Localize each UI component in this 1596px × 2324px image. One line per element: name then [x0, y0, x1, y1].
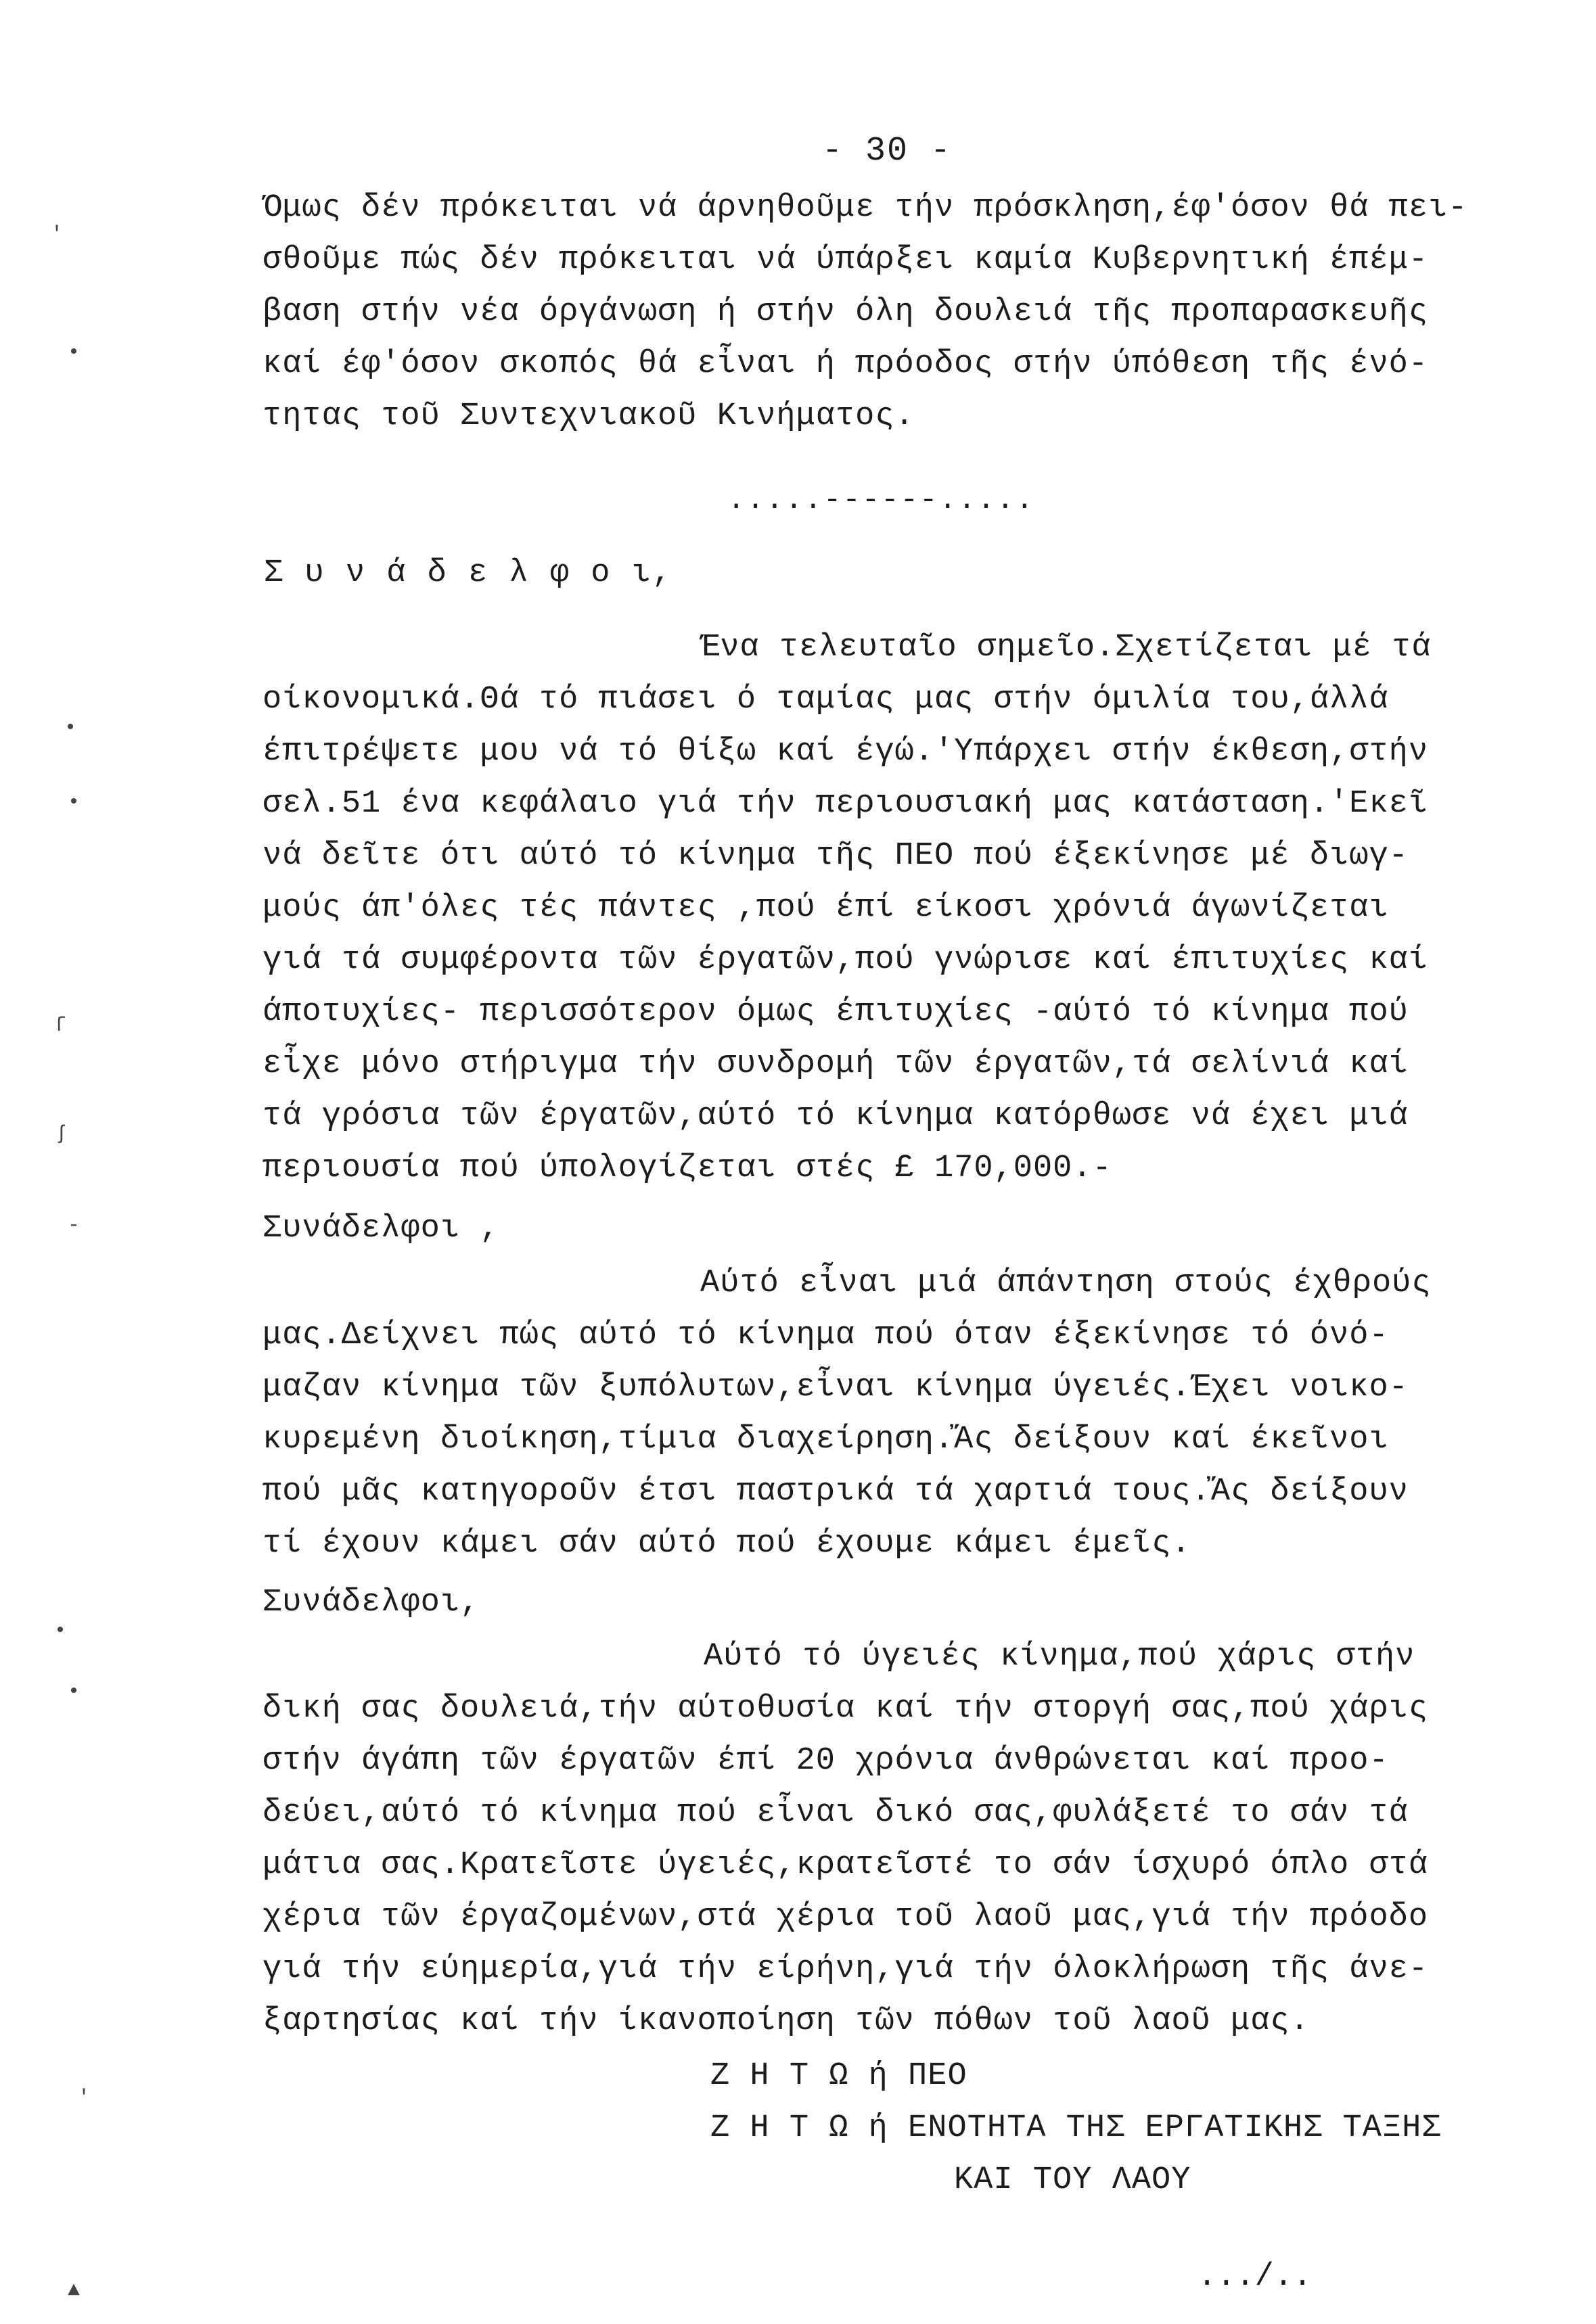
- margin-mark: •: [64, 717, 77, 740]
- paragraph-3-line: Αύτό εἶναι μιά άπάντηση στούς έχθρούς: [700, 1265, 1432, 1301]
- paragraph-2-line: μούς άπ'όλες τές πάντες ,πού έπί είκοσι χρόνιά άγωνίζεται: [263, 890, 1389, 926]
- paragraph-1-line: σθοῦμε πώς δέν πρόκειται νά ύπάρξει καμία Κυβερνητική έπέμ-: [263, 242, 1429, 278]
- margin-mark: •: [54, 1620, 67, 1643]
- margin-mark: ': [51, 223, 64, 246]
- slogan-line: ΚΑΙ ΤΟΥ ΛΑΟΥ: [954, 2162, 1191, 2198]
- margin-mark: ': [78, 2087, 91, 2110]
- section-separator: .....------.....: [727, 484, 1035, 517]
- continuation-marker: .../..: [1198, 2259, 1313, 2295]
- margin-mark: •: [68, 1681, 81, 1704]
- margin-mark: •: [68, 791, 81, 814]
- paragraph-2-line: τά γρόσια τῶν έργατῶν,αύτό τό κίνημα κατόρθωσε νά έχει μιά: [263, 1098, 1409, 1134]
- paragraph-2-line: περιουσία πού ύπολογίζεται στές £ 170,000.-: [263, 1151, 1112, 1186]
- salutation: Συνάδελφοι,: [263, 1585, 480, 1621]
- paragraph-1-line: Όμως δέν πρόκειται νά άρνηθοῦμε τήν πρόσκληση,έφ'όσον θά πει-: [263, 190, 1468, 226]
- paragraph-3-line: μας.Δείχνει πώς αύτό τό κίνημα πού όταν έξεκίνησε τό όνό-: [263, 1318, 1389, 1353]
- paragraph-3-line: τί έχουν κάμει σάν αύτό πού έχουμε κάμει έμεῖς.: [263, 1526, 1191, 1562]
- salutation: Συνάδελφοι ,: [263, 1211, 500, 1247]
- paragraph-2-line: Ένα τελευταῖο σημεῖο.Σχετίζεται μέ τά: [700, 630, 1432, 666]
- paragraph-2-line: οίκονομικά.Θά τό πιάσει ό ταμίας μας στήν όμιλία του,άλλά: [263, 682, 1389, 718]
- margin-mark: ʃ: [55, 1123, 68, 1146]
- paragraph-4-line: δική σας δουλειά,τήν αύτοθυσία καί τήν στοργή σας,πού χάρις: [263, 1691, 1429, 1727]
- paragraph-2-line: νά δεῖτε ότι αύτό τό κίνημα τῆς ΠΕΟ πού έξεκίνησε μέ διωγ-: [263, 838, 1409, 874]
- paragraph-3-line: πού μᾶς κατηγοροῦν έτσι παστρικά τά χαρτιά τους.Ἄς δείξουν: [263, 1474, 1409, 1510]
- paragraph-4-line: στήν άγάπη τῶν έργατῶν έπί 20 χρόνια άνθρώνεται καί προο-: [263, 1743, 1389, 1779]
- paragraph-2-line: εἶχε μόνο στήριγμα τήν συνδρομή τῶν έργατῶν,τά σελίνιά καί: [263, 1046, 1409, 1082]
- paragraph-3-line: κυρεμένη διοίκηση,τίμια διαχείρηση.Ἄς δείξουν καί έκεῖνοι: [263, 1422, 1389, 1458]
- paragraph-1-line: τητας τοῦ Συντεχνιακοῦ Κινήματος.: [263, 398, 915, 434]
- slogan-line: Ζ Η Τ Ω ή ΕΝΟΤΗΤΑ ΤΗΣ ΕΡΓΑΤΙΚΗΣ ΤΑΞΗΣ: [710, 2110, 1442, 2146]
- paragraph-2-line: γιά τά συμφέροντα τῶν έργατῶν,πού γνώρισε καί έπιτυχίες καί: [263, 942, 1429, 978]
- margin-mark: ſ: [54, 1015, 67, 1038]
- paragraph-4-line: χέρια τῶν έργαζομένων,στά χέρια τοῦ λαοῦ μας,γιά τήν πρόοδο: [263, 1899, 1429, 1935]
- paragraph-1-line: βαση στήν νέα όργάνωση ή στήν όλη δουλειά τῆς προπαρασκευῆς: [263, 294, 1429, 330]
- margin-mark: ▲: [68, 2279, 81, 2302]
- paragraph-2-line: έπιτρέψετε μου νά τό θίξω καί έγώ.'Υπάρχει στήν έκθεση,στήν: [263, 734, 1429, 770]
- paragraph-3-line: μαζαν κίνημα τῶν ξυπόλυτων,εἶναι κίνημα ύγειές.Έχει νοικο-: [263, 1370, 1409, 1405]
- salutation-spaced: Σ υ ν ά δ ε λ φ ο ι,: [264, 555, 673, 591]
- paragraph-4-line: γιά τήν εύημερία,γιά τήν είρήνη,γιά τήν όλοκλήρωση τῆς άνε-: [263, 1951, 1429, 1987]
- paragraph-1-line: καί έφ'όσον σκοπός θά εἶναι ή πρόοδος στήν ύπόθεση τῆς ένό-: [263, 346, 1429, 382]
- paragraph-4-line: δεύει,αύτό τό κίνημα πού εἶναι δικό σας,φυλάξετέ το σάν τά: [263, 1795, 1409, 1831]
- paragraph-4-line: μάτια σας.Κρατεῖστε ύγειές,κρατεῖστέ το σάν ίσχυρό όπλο στά: [263, 1847, 1429, 1883]
- slogan-line: Ζ Η Τ Ω ή ΠΕΟ: [710, 2058, 967, 2094]
- margin-mark: -: [68, 1214, 81, 1237]
- margin-mark: •: [68, 342, 81, 365]
- paragraph-4-line: Αύτό τό ύγειές κίνημα,πού χάρις στήν: [704, 1639, 1415, 1675]
- paragraph-2-line: σελ.51 ένα κεφάλαιο γιά τήν περιουσιακή μας κατάσταση.'Εκεῖ: [263, 786, 1429, 822]
- paragraph-2-line: άποτυχίες- περισσότερον όμως έπιτυχίες -αύτό τό κίνημα πού: [263, 994, 1409, 1030]
- page-number: - 30 -: [822, 132, 953, 170]
- paragraph-4-line: ξαρτησίας καί τήν ίκανοποίηση τῶν πόθων τοῦ λαοῦ μας.: [263, 2003, 1310, 2039]
